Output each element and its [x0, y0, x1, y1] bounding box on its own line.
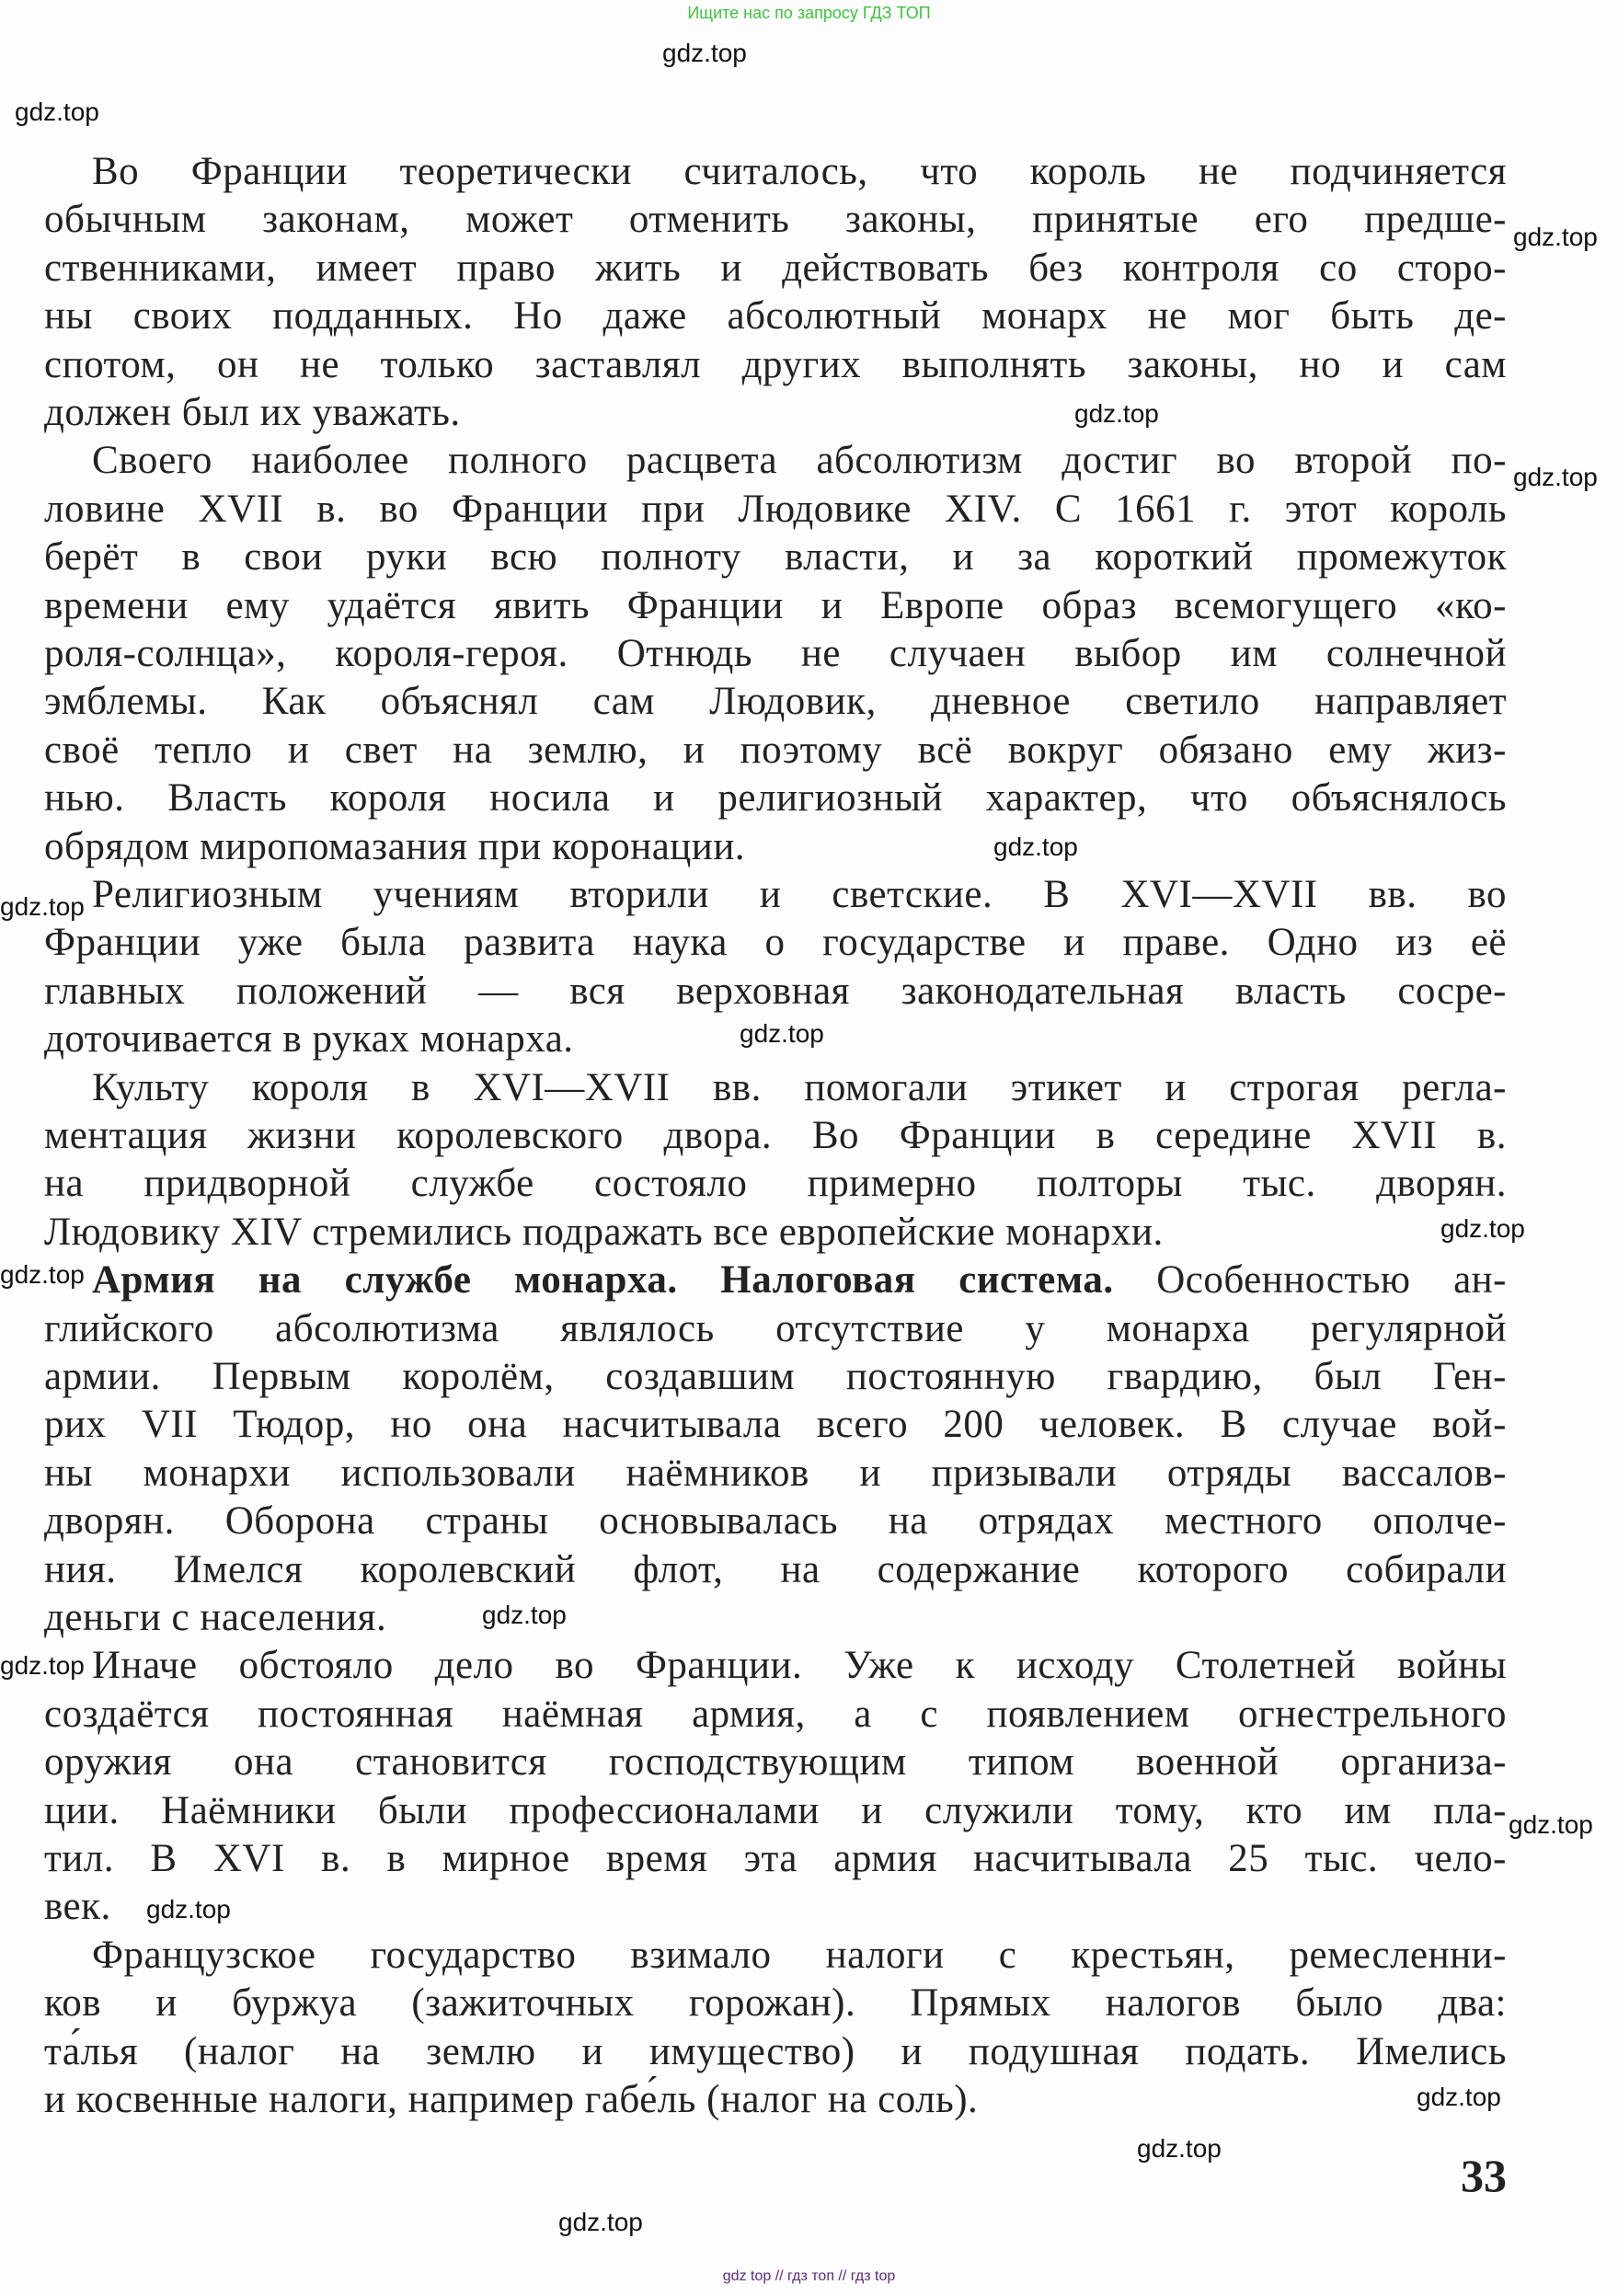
- footer-note: gdz top // гдз топ // гдз top: [722, 2268, 896, 2284]
- text-line: век.: [44, 1885, 111, 1929]
- watermark: gdz.top: [1440, 1214, 1525, 1243]
- text-line: ции. Наёмники были профессионалами и служили тому, кто им пла-: [44, 1788, 1507, 1832]
- watermark: gdz.top: [993, 832, 1078, 861]
- text-line: роля-солнца», короля-героя. Отнюдь не случаен выбор им солнечной: [44, 632, 1507, 675]
- page-number: 33: [1461, 2150, 1507, 2201]
- watermark: gdz.top: [0, 892, 85, 921]
- text-line: спотом, он не только заставлял других выполнять законы, но и сам: [44, 342, 1507, 386]
- text-line: Людовику XIV стремились подражать все европейские монархи.: [44, 1210, 1164, 1254]
- text-line: времени ему удаётся явить Франции и Европе образ всемогущего «ко-: [44, 583, 1507, 627]
- text-line: Культу короля в XVI—XVII вв. помогали этикет и строгая регла-: [92, 1065, 1507, 1109]
- text-line-rest: Особенностью ан-: [1113, 1258, 1507, 1303]
- watermark: gdz.top: [0, 1260, 85, 1289]
- watermark: gdz.top: [482, 1601, 567, 1629]
- watermark: gdz.top: [1137, 2134, 1222, 2163]
- header-search-note: Ищите нас по запросу ГДЗ ТОП: [687, 4, 931, 22]
- section-heading: Армия на службе монарха. Налоговая система.: [92, 1258, 1114, 1303]
- watermark: gdz.top: [662, 39, 747, 67]
- text-line: Французское государство взимало налоги с крестьян, ремесленни-: [92, 1933, 1507, 1977]
- text-line: ментация жизни королевского двора. Во Франции в середине XVII в.: [44, 1114, 1507, 1157]
- text-line: и косвенные налоги, например габе́ль (налог на соль).: [44, 2078, 979, 2121]
- text-line: та́лья (налог на землю и имущество) и подушная подать. Имелись: [44, 2029, 1507, 2073]
- text-line: ны своих подданных. Но даже абсолютный монарх не мог быть де-: [44, 294, 1507, 339]
- text-line: обрядом миропомазания при коронации.: [44, 824, 746, 868]
- text-line: ния. Имелся королевский флот, на содержание которого собирали: [44, 1547, 1507, 1591]
- text-line: Франции уже была развита наука о государстве и праве. Одно из её: [44, 921, 1507, 965]
- text-line: своё тепло и свет на землю, и поэтому всё вокруг обязано ему жиз-: [44, 728, 1507, 772]
- text-line: [92, 1257, 1507, 1305]
- text-line: Во Франции теоретически считалось, что король не подчиняется: [92, 150, 1507, 193]
- text-line: Иначе обстояло дело во Франции. Уже к исходу Столетней войны: [92, 1644, 1507, 1688]
- text-line: рих VII Тюдор, но она насчитывала всего 200 человек. В случае вой-: [44, 1403, 1507, 1447]
- watermark: gdz.top: [1513, 463, 1598, 491]
- watermark: gdz.top: [1417, 2083, 1501, 2111]
- text-line: ны монархи использовали наёмников и призывали отряды вассалов-: [44, 1451, 1507, 1495]
- watermark: gdz.top: [1074, 399, 1159, 428]
- text-line: тил. В XVI в. в мирное время эта армия насчитывала 25 тыс. чело-: [44, 1837, 1507, 1880]
- text-line: ков и буржуа (зажиточных горожан). Прямых налогов было два:: [44, 1981, 1507, 2026]
- text-line: Своего наиболее полного расцвета абсолютизм достиг во второй по-: [92, 439, 1507, 483]
- text-line: на придворной службе состояло примерно полторы тыс. дворян.: [44, 1162, 1507, 1206]
- text-line: Религиозным учениям вторили и светские. В XVI—XVII вв. во: [92, 873, 1507, 916]
- watermark: gdz.top: [558, 2208, 643, 2236]
- text-line: деньги с населения.: [44, 1596, 387, 1639]
- text-line: оружия она становится господствующим типом военной организа-: [44, 1740, 1507, 1785]
- text-line: доточивается в руках монарха.: [44, 1017, 574, 1062]
- watermark: gdz.top: [1509, 1810, 1593, 1839]
- watermark: gdz.top: [15, 98, 99, 126]
- watermark: gdz.top: [0, 1651, 85, 1680]
- text-line: обычным законам, может отменить законы, принятые его предше-: [44, 198, 1507, 242]
- text-line: эмблемы. Как объяснял сам Людовик, дневное светило направляет: [44, 680, 1507, 724]
- text-line: армии. Первым королём, создавшим постоянную гвардию, был Ген-: [44, 1355, 1507, 1398]
- text-line: главных положений — вся верховная законодательная власть сосре-: [44, 969, 1507, 1013]
- text-line: ственниками, имеет право жить и действовать без контроля со сторо-: [44, 246, 1507, 290]
- watermark: gdz.top: [1513, 223, 1598, 251]
- text-line: берёт в свои руки всю полноту власти, и за короткий промежуток: [44, 535, 1507, 580]
- text-line: дворян. Оборона страны основывалась на отрядах местного ополче-: [44, 1499, 1507, 1544]
- watermark: gdz.top: [146, 1895, 231, 1923]
- text-line: должен был их уважать.: [44, 391, 461, 434]
- text-line: создаётся постоянная наёмная армия, а с появлением огнестрельного: [44, 1692, 1507, 1736]
- watermark: gdz.top: [740, 1019, 824, 1048]
- text-line: глийского абсолютизма являлось отсутствие у монарха регулярной: [44, 1306, 1507, 1350]
- text-line: нью. Власть короля носила и религиозный характер, что объяснялось: [44, 776, 1507, 821]
- text-line: ловине XVII в. во Франции при Людовике XIV. С 1661 г. этот король: [44, 487, 1507, 531]
